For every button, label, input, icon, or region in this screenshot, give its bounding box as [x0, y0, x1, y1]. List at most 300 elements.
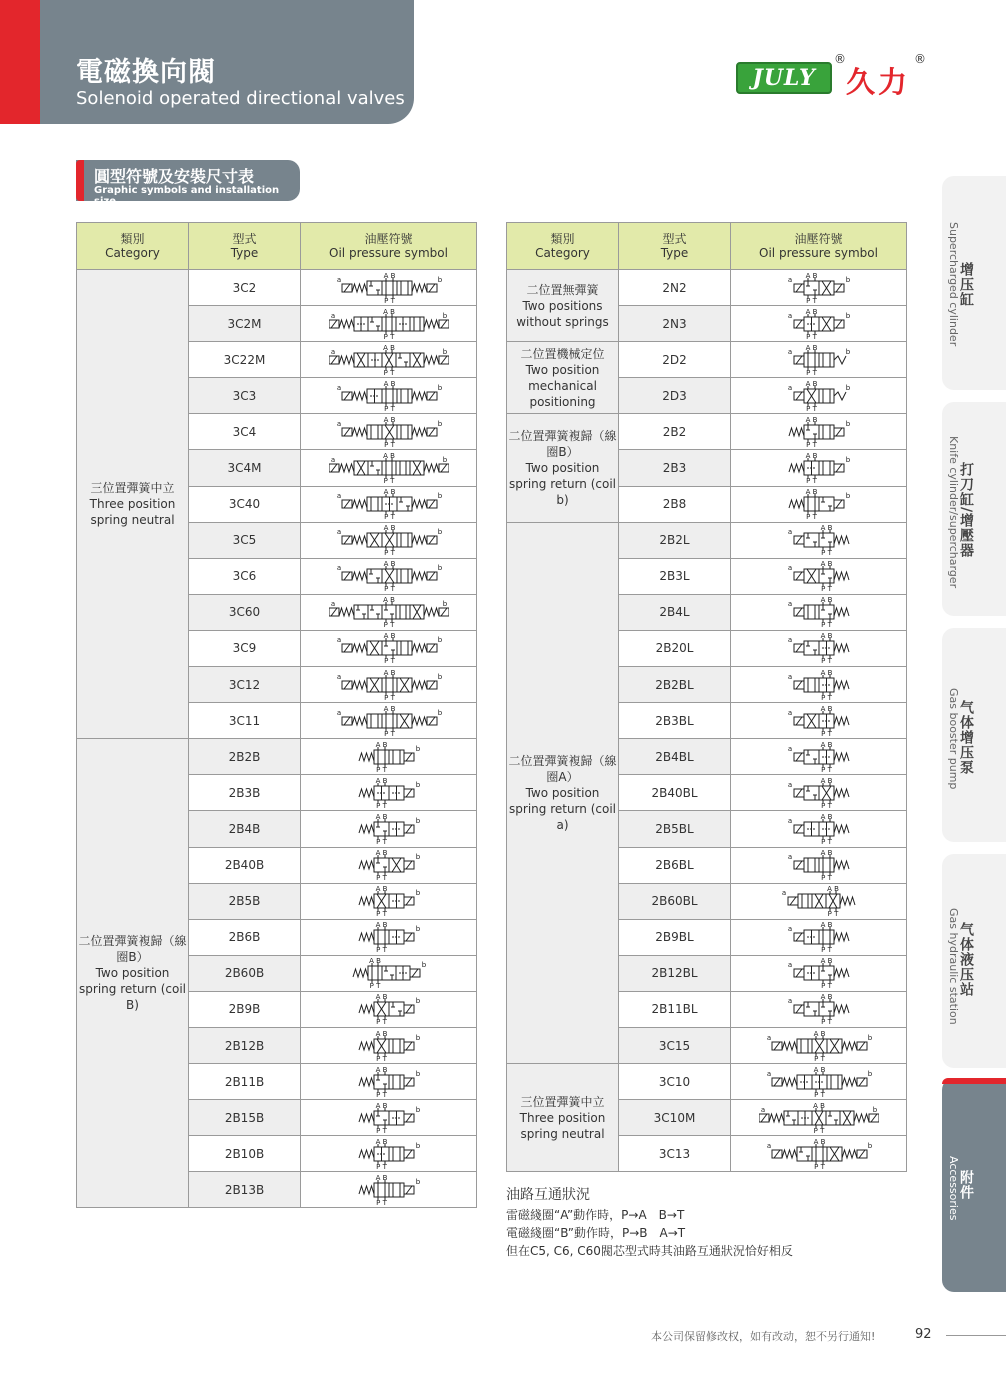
symbol-cell: [301, 630, 477, 666]
valve-symbol-icon: [759, 1102, 879, 1134]
port-pt-label: P T: [805, 440, 817, 448]
symbol-cell: [731, 1064, 907, 1100]
coil-b-label: b: [437, 419, 442, 428]
coil-b-label: b: [872, 1105, 877, 1114]
registered-mark: ®: [834, 52, 846, 66]
valve-symbol-icon: [759, 885, 879, 917]
tab-knife-cylinder[interactable]: 打刀缸/增壓器 Knife cylinder/supercharger: [942, 402, 1006, 616]
symbol-header: 油壓符號 Oil pressure symbol: [731, 223, 907, 270]
symbol-cell: [301, 522, 477, 558]
coil-a-label: a: [787, 528, 792, 537]
port-pt-label: P T: [375, 801, 387, 809]
port-ab-label: A B: [383, 271, 395, 280]
type-cell: 3C3: [189, 378, 301, 414]
symbol-cell: [301, 558, 477, 594]
coil-b-label: b: [442, 600, 447, 609]
port-pt-label: P T: [375, 1198, 387, 1206]
coil-a-label: a: [336, 564, 341, 573]
coil-b-label: b: [867, 1141, 872, 1150]
port-ab-label: A B: [813, 1137, 825, 1146]
port-pt-label: P T: [820, 693, 832, 701]
type-cell: 3C10M: [619, 1100, 731, 1136]
port-pt-label: P T: [820, 874, 832, 882]
symbol-cell: [301, 811, 477, 847]
table-row: [507, 270, 907, 306]
coil-b-label: b: [845, 419, 850, 428]
symbol-cell: [731, 522, 907, 558]
port-pt-label: P T: [383, 729, 395, 737]
coil-b-label: b: [845, 275, 850, 284]
port-ab-label: A B: [813, 1065, 825, 1074]
coil-b-label: b: [437, 492, 442, 501]
symbol-cell: [731, 378, 907, 414]
valve-symbol-icon: [329, 741, 449, 773]
coil-b-label: b: [442, 311, 447, 320]
symbol-cell: [301, 1136, 477, 1172]
symbol-cell: [731, 1136, 907, 1172]
type-cell: 3C40: [189, 486, 301, 522]
coil-b-label: b: [845, 456, 850, 465]
coil-a-label: a: [336, 492, 341, 501]
coil-b-label: b: [437, 636, 442, 645]
valve-symbol-icon: [329, 452, 449, 484]
note-line: 但在C5, C6, C60閥芯型式時其油路互通狀況恰好相反: [506, 1244, 793, 1258]
port-pt-label: P T: [375, 1126, 387, 1134]
coil-b-label: b: [845, 311, 850, 320]
coil-a-label: a: [336, 528, 341, 537]
type-cell: 2B11BL: [619, 991, 731, 1027]
valve-symbol-icon: [759, 380, 879, 412]
note-line: 雷磁綫圈“A”動作時，P→A B→T: [506, 1208, 685, 1222]
port-ab-label: A B: [820, 560, 832, 569]
valve-symbol-icon: [759, 308, 879, 340]
type-cell: 2B9B: [189, 991, 301, 1027]
type-cell: 2B11B: [189, 1064, 301, 1100]
tab-gas-booster-pump[interactable]: 气体增压泵 Gas booster pump: [942, 628, 1006, 842]
category-en: Two positions without springs: [516, 298, 609, 329]
port-ab-label: A B: [820, 668, 832, 677]
port-pt-label: P T: [375, 1018, 387, 1026]
flow-notes: [506, 1186, 793, 1260]
valve-symbol-icon: [759, 1030, 879, 1062]
valve-symbol-icon: [329, 560, 449, 592]
valve-table-left: [76, 222, 477, 1208]
port-ab-label: A B: [805, 307, 817, 316]
coil-b-label: b: [845, 492, 850, 501]
valve-symbol-icon: [329, 813, 449, 845]
symbol-cell: [301, 1064, 477, 1100]
port-pt-label: P T: [813, 1126, 824, 1134]
port-pt-label: P T: [375, 1054, 387, 1062]
type-cell: 3C2M: [189, 306, 301, 342]
badge-accent: [76, 160, 84, 201]
port-ab-label: A B: [375, 812, 387, 821]
symbol-cell: [301, 1172, 477, 1208]
port-pt-label: P T: [383, 657, 395, 665]
port-ab-label: A B: [820, 812, 832, 821]
valve-symbol-icon: [329, 632, 449, 664]
coil-b-label: b: [415, 780, 420, 789]
port-pt-label: P T: [375, 765, 387, 773]
symbol-cell: [731, 883, 907, 919]
valve-symbol-icon: [759, 632, 879, 664]
tab-gas-hydraulic-station[interactable]: 气体液压站 Gas hydraulic station: [942, 854, 1006, 1068]
symbol-cell: [731, 342, 907, 378]
type-cell: 2B4L: [619, 594, 731, 630]
port-ab-label: A B: [382, 343, 395, 352]
note-line: 電磁綫圈“B”動作時，P→B A→T: [506, 1226, 686, 1240]
type-cell: 2B8: [619, 486, 731, 522]
coil-b-label: b: [421, 961, 426, 970]
valve-symbol-icon: [759, 669, 879, 701]
symbol-cell: [731, 450, 907, 486]
valve-symbol-icon: [329, 885, 449, 917]
logo-july-text: JULY: [736, 62, 832, 94]
table-row: [507, 414, 907, 450]
port-pt-label: P T: [820, 585, 832, 593]
port-ab-label: A B: [820, 704, 832, 713]
category-en: Three position spring neutral: [519, 1110, 606, 1141]
type-cell: 2B12B: [189, 1027, 301, 1063]
valve-symbol-icon: [759, 488, 879, 520]
valve-symbol-icon: [759, 777, 879, 809]
type-cell: 2B2L: [619, 522, 731, 558]
valve-symbol-icon: [329, 488, 449, 520]
coil-b-label: b: [442, 456, 447, 465]
port-ab-label: A B: [375, 1137, 387, 1146]
symbol-cell: [731, 667, 907, 703]
port-pt-label: P T: [827, 910, 838, 918]
valve-symbol-icon: [329, 849, 449, 881]
type-cell: 3C12: [189, 667, 301, 703]
registered-mark: ®: [914, 52, 926, 66]
valve-symbol-icon: [329, 669, 449, 701]
coil-a-label: a: [336, 672, 341, 681]
symbol-cell: [731, 775, 907, 811]
symbol-cell: [731, 991, 907, 1027]
coil-b-label: b: [437, 528, 442, 537]
type-cell: 2B2BL: [619, 667, 731, 703]
valve-symbol-icon: [329, 1066, 449, 1098]
type-cell: 2B60B: [189, 955, 301, 991]
port-pt-label: P T: [383, 404, 395, 412]
port-pt-label: P T: [820, 765, 832, 773]
port-ab-label: A B: [820, 776, 832, 785]
port-pt-label: P T: [820, 729, 832, 737]
valve-symbol-icon: [759, 344, 879, 376]
coil-a-label: a: [330, 347, 335, 356]
coil-b-label: b: [415, 1141, 420, 1150]
table-row: [507, 342, 907, 378]
category-en: Two position spring return (coil b): [509, 461, 616, 508]
type-cell: 2B4BL: [619, 739, 731, 775]
valve-symbol-icon: [329, 1030, 449, 1062]
port-ab-label: A B: [383, 668, 395, 677]
category-cell: [507, 522, 619, 1063]
valve-symbol-icon: [329, 380, 449, 412]
port-ab-label: A B: [375, 993, 387, 1002]
coil-a-label: a: [336, 383, 341, 392]
valve-symbol-icon: [759, 1066, 879, 1098]
port-pt-label: P T: [369, 982, 380, 990]
symbol-cell: [301, 414, 477, 450]
coil-a-label: a: [787, 600, 792, 609]
port-pt-label: P T: [820, 1018, 832, 1026]
type-cell: 2N2: [619, 270, 731, 306]
type-cell: 2B3: [619, 450, 731, 486]
port-pt-label: P T: [375, 1090, 387, 1098]
symbol-cell: [731, 847, 907, 883]
port-ab-label: A B: [375, 921, 387, 930]
type-cell: 2B9BL: [619, 919, 731, 955]
port-ab-label: A B: [383, 379, 395, 388]
type-cell: 3C9: [189, 630, 301, 666]
port-pt-label: P T: [820, 657, 832, 665]
port-ab-label: A B: [375, 1065, 387, 1074]
tab-accessories[interactable]: 附件 Accessories: [942, 1078, 1006, 1292]
page-divider: [946, 1335, 1006, 1336]
port-ab-label: A B: [820, 596, 832, 605]
category-cn: 二位置彈簧複歸（線圈B）: [78, 934, 187, 965]
port-ab-label: A B: [375, 849, 387, 858]
table-row: [507, 522, 907, 558]
port-pt-label: P T: [375, 837, 387, 845]
symbol-cell: [731, 594, 907, 630]
port-ab-label: A B: [375, 1029, 387, 1038]
symbol-cell: [301, 1027, 477, 1063]
type-cell: 2B5BL: [619, 811, 731, 847]
coil-b-label: b: [415, 1033, 420, 1042]
symbol-cell: [731, 811, 907, 847]
symbol-cell: [731, 739, 907, 775]
type-cell: 3C22M: [189, 342, 301, 378]
symbol-cell: [731, 630, 907, 666]
port-ab-label: A B: [813, 1029, 825, 1038]
type-cell: 3C60: [189, 594, 301, 630]
port-pt-label: P T: [813, 1090, 825, 1098]
port-ab-label: A B: [820, 921, 832, 930]
type-header: 型式 Type: [189, 223, 301, 270]
coil-b-label: b: [415, 1069, 420, 1078]
port-ab-label: A B: [820, 524, 832, 533]
coil-a-label: a: [336, 708, 341, 717]
coil-a-label: a: [766, 1141, 771, 1150]
port-pt-label: P T: [820, 946, 832, 954]
type-cell: 2B4B: [189, 811, 301, 847]
port-pt-label: P T: [805, 368, 817, 376]
port-pt-label: P T: [813, 1162, 825, 1170]
valve-symbol-icon: [759, 921, 879, 953]
category-cell: [507, 1064, 619, 1172]
category-cell: [77, 739, 189, 1208]
type-cell: 2B10B: [189, 1136, 301, 1172]
symbol-cell: [731, 1027, 907, 1063]
port-ab-label: A B: [820, 740, 832, 749]
coil-a-label: a: [330, 311, 335, 320]
coil-b-label: b: [437, 383, 442, 392]
coil-a-label: a: [787, 708, 792, 717]
coil-a-label: a: [787, 311, 792, 320]
category-cn: 二位置彈簧複歸（線圈B）: [508, 429, 617, 460]
category-cn: 二位置機械定位: [520, 346, 605, 361]
valve-symbol-icon: [329, 777, 449, 809]
valve-symbol-icon: [329, 957, 449, 989]
port-ab-label: A B: [820, 632, 832, 641]
category-en: Two position spring return (coil B): [79, 966, 186, 1013]
category-en: Two position mechanical positioning: [525, 362, 600, 409]
port-ab-label: A B: [805, 379, 817, 388]
type-cell: 2B15B: [189, 1100, 301, 1136]
valve-symbol-icon: [759, 957, 879, 989]
coil-a-label: a: [330, 456, 335, 465]
symbol-cell: [301, 703, 477, 739]
port-ab-label: A B: [826, 885, 839, 894]
coil-a-label: a: [336, 275, 341, 284]
coil-b-label: b: [415, 925, 420, 934]
symbol-cell: [301, 739, 477, 775]
category-cn: 二位置彈簧複歸（線圈A）: [508, 753, 617, 784]
port-pt-label: P T: [805, 477, 817, 485]
port-ab-label: A B: [375, 740, 387, 749]
coil-b-label: b: [415, 997, 420, 1006]
section-subtitle: Graphic symbols and installation size: [94, 185, 280, 207]
valve-symbol-icon: [759, 416, 879, 448]
port-ab-label: A B: [382, 452, 395, 461]
port-pt-label: P T: [383, 513, 395, 521]
valve-symbol-icon: [759, 849, 879, 881]
valve-symbol-icon: [329, 993, 449, 1025]
page-number: 92: [915, 1327, 932, 1342]
type-cell: 2B20L: [619, 630, 731, 666]
valve-symbol-icon: [759, 1138, 879, 1170]
symbol-cell: [731, 414, 907, 450]
category-header: 類別 Category: [507, 223, 619, 270]
coil-b-label: b: [415, 1177, 420, 1186]
symbol-cell: [301, 883, 477, 919]
coil-a-label: a: [330, 600, 335, 609]
symbol-cell: [301, 378, 477, 414]
port-ab-label: A B: [820, 849, 832, 858]
type-cell: 3C10: [619, 1064, 731, 1100]
valve-symbol-icon: [329, 272, 449, 304]
port-pt-label: P T: [820, 837, 832, 845]
symbol-cell: [731, 486, 907, 522]
type-cell: 3C4: [189, 414, 301, 450]
port-pt-label: P T: [383, 621, 394, 629]
valve-symbol-icon: [329, 1138, 449, 1170]
coil-a-label: a: [336, 419, 341, 428]
port-pt-label: P T: [820, 549, 832, 557]
valve-symbol-icon: [759, 813, 879, 845]
port-pt-label: P T: [383, 296, 395, 304]
type-cell: 2B60BL: [619, 883, 731, 919]
coil-b-label: b: [415, 853, 420, 862]
coil-a-label: a: [787, 672, 792, 681]
symbol-cell: [301, 667, 477, 703]
valve-symbol-icon: [759, 993, 879, 1025]
symbol-cell: [301, 919, 477, 955]
type-cell: 3C13: [619, 1136, 731, 1172]
coil-a-label: a: [787, 780, 792, 789]
valve-symbol-icon: [329, 344, 449, 376]
symbol-cell: [301, 847, 477, 883]
type-cell: 2B40BL: [619, 775, 731, 811]
coil-a-label: a: [787, 383, 792, 392]
symbol-cell: [731, 306, 907, 342]
coil-a-label: a: [760, 1105, 765, 1114]
valve-symbol-icon: [329, 416, 449, 448]
tab-supercharged-cylinder[interactable]: 增压缸 Supercharged cylinder: [942, 176, 1006, 390]
valve-symbol-icon: [759, 524, 879, 556]
port-ab-label: A B: [820, 957, 832, 966]
valve-symbol-icon: [329, 1174, 449, 1206]
type-cell: 2B12BL: [619, 955, 731, 991]
type-cell: 3C5: [189, 522, 301, 558]
coil-a-label: a: [787, 997, 792, 1006]
valve-symbol-icon: [329, 524, 449, 556]
coil-a-label: a: [766, 1069, 771, 1078]
symbol-cell: [731, 919, 907, 955]
type-cell: 2D2: [619, 342, 731, 378]
page-subtitle: Solenoid operated directional valves: [76, 88, 405, 109]
symbol-cell: [301, 270, 477, 306]
port-ab-label: A B: [375, 776, 387, 785]
coil-a-label: a: [787, 925, 792, 934]
category-cell: [507, 414, 619, 522]
symbol-cell: [301, 594, 477, 630]
type-cell: 2B6B: [189, 919, 301, 955]
type-cell: 2B3B: [189, 775, 301, 811]
coil-a-label: a: [787, 275, 792, 284]
symbol-cell: [301, 955, 477, 991]
symbol-cell: [301, 486, 477, 522]
coil-a-label: a: [787, 744, 792, 753]
type-cell: 2B40B: [189, 847, 301, 883]
port-pt-label: P T: [383, 585, 395, 593]
port-ab-label: A B: [383, 415, 395, 424]
type-cell: 3C2: [189, 270, 301, 306]
coil-b-label: b: [442, 347, 447, 356]
coil-b-label: b: [845, 347, 850, 356]
copyright-note: 本公司保留修改权，如有改动，恕不另行通知!: [651, 1330, 876, 1343]
type-cell: 2B3BL: [619, 703, 731, 739]
symbol-cell: [731, 1100, 907, 1136]
port-ab-label: A B: [812, 1101, 825, 1110]
coil-b-label: b: [415, 889, 420, 898]
type-cell: 2B2B: [189, 739, 301, 775]
coil-b-label: b: [845, 383, 850, 392]
coil-b-label: b: [437, 275, 442, 284]
type-cell: 3C6: [189, 558, 301, 594]
port-ab-label: A B: [383, 560, 395, 569]
section-title: 圓型符號及安裝尺寸表: [94, 167, 255, 186]
notes-title: 油路互通狀況: [506, 1187, 590, 1203]
port-ab-label: A B: [368, 957, 381, 966]
port-pt-label: P T: [820, 982, 832, 990]
coil-b-label: b: [437, 708, 442, 717]
type-cell: 2B6BL: [619, 847, 731, 883]
type-cell: 3C11: [189, 703, 301, 739]
port-ab-label: A B: [382, 596, 395, 605]
port-ab-label: A B: [805, 415, 817, 424]
type-cell: 2B5B: [189, 883, 301, 919]
coil-b-label: b: [415, 744, 420, 753]
port-pt-label: P T: [383, 549, 395, 557]
symbol-cell: [731, 558, 907, 594]
valve-symbol-icon: [329, 705, 449, 737]
coil-a-label: a: [787, 564, 792, 573]
category-cn: 三位置彈簧中立: [520, 1094, 605, 1109]
